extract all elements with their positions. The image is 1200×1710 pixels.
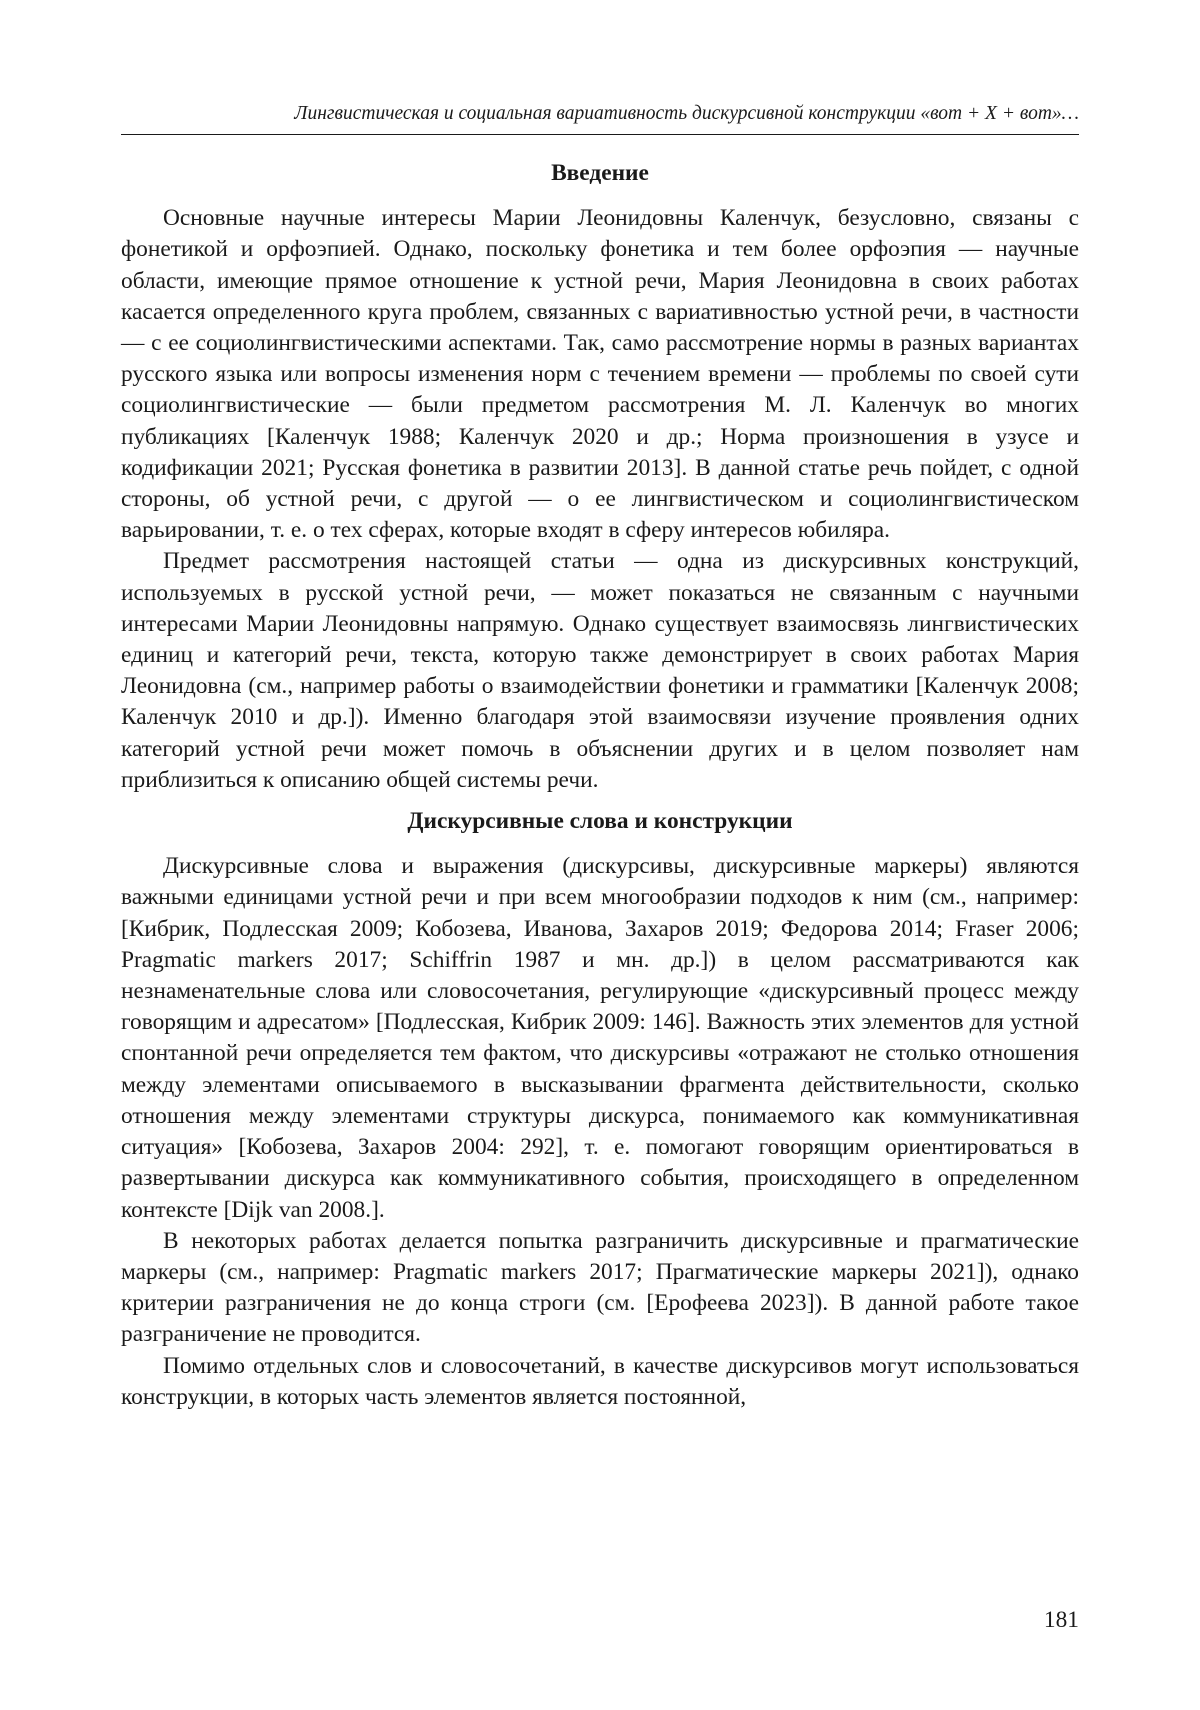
paragraph: Предмет рассмотрения настоящей статьи — одна из дискурсивных конструкций, используемых в русской устной речи, — может показаться не связанным с научными интересами Марии Леонидовны напрямую. Однако существует взаимосвязь лингвистических единиц и категорий речи, текста, которую также демонстрирует в своих работах Мария Леонидовна (см., например работы о взаимодействии фонетики и грамматики [Каленчук 2008; Каленчук 2010 и др.]). Именно благодаря этой взаимосвязи изучение проявления одних категорий устной речи может помочь в объяснении других и в целом позволяет нам приблизиться к описанию общей системы речи. bbox=[121, 548, 1079, 793]
section-heading-discourse-words: Дискурсивные слова и конструкции bbox=[407, 808, 793, 835]
paragraph: В некоторых работах делается попытка разграничить дискурсивные и прагматические маркеры (см., например: Pragmatic markers 2017; Прагматические маркеры 2021]), однако критерии разграничения не до конца строги (см. [Ерофеева 2023]). В данной работе такое разграничение не проводится. bbox=[121, 1227, 1079, 1348]
section-heading-introduction: Введение bbox=[551, 160, 649, 186]
paragraph: Помимо отдельных слов и словосочетаний, в качестве дискурсивов могут использоваться конструкции, в которых часть элементов является постоянной, bbox=[121, 1352, 1079, 1410]
article-body bbox=[121, 158, 1079, 1413]
paragraph: Дискурсивные слова и выражения (дискурсивы, дискурсивные маркеры) являются важными единицами устной речи и при всем многообразии подходов к ним (см., например: [Кибрик, Подлесская 2009; Кобозева, Иванова, Захаров 2019; Федорова 2014; Fraser 2006; Pragmatic markers 2017; Schiffrin 1987 и мн. др.]) в целом рассматриваются как незнаменательные слова или словосочетания, регулирующие «дискурсивный процесс между говорящим и адресатом» [Подлесская, Кибрик 2009: 146]. Важность этих элементов для устной спонтанной речи определяется тем фактом, что дискурсивы «отражают не столько отношения между элементами описываемого в высказывании фрагмента действительности, сколько отношения между элементами структуры дискурса, понимаемого как коммуникативная ситуация» [Кобозева, Захаров 2004: 292], т. е. помогают говорящим ориентироваться в развертывании дискурса как коммуникативного события, происходящего в определенном контексте [Dijk van 2008.]. bbox=[121, 853, 1079, 1223]
header-rule bbox=[121, 134, 1079, 135]
page-number: 181 bbox=[1043, 1607, 1079, 1633]
running-head: Лингвистическая и социальная вариативность дискурсивной конструкции «вот + X + вот»… bbox=[294, 103, 1079, 124]
paragraph: Основные научные интересы Марии Леонидовны Каленчук, безусловно, связаны с фонетикой и орфоэпией. Однако, поскольку фонетика и тем более орфоэпия — научные области, имеющие прямое отношение к устной речи, Мария Леонидовна в своих работах касается определенного круга проблем, связанных с вариативностью устной речи, в частности — с ее социолингвистическими аспектами. Так, само рассмотрение нормы в разных вариантах русского языка или вопросы изменения норм с течением времени — проблемы по своей сути социолингвистические — были предметом рассмотрения М. Л. Каленчук во многих публикациях [Каленчук 1988; Каленчук 2020 и др.; Норма произношения в узусе и кодификации 2021; Русская фонетика в развитии 2013]. В данной статье речь пойдет, с одной стороны, об устной речи, с другой — о ее лингвистическом и социолингвистическом варьировании, т. е. о тех сферах, которые входят в сферу интересов юбиляра. bbox=[121, 205, 1079, 544]
